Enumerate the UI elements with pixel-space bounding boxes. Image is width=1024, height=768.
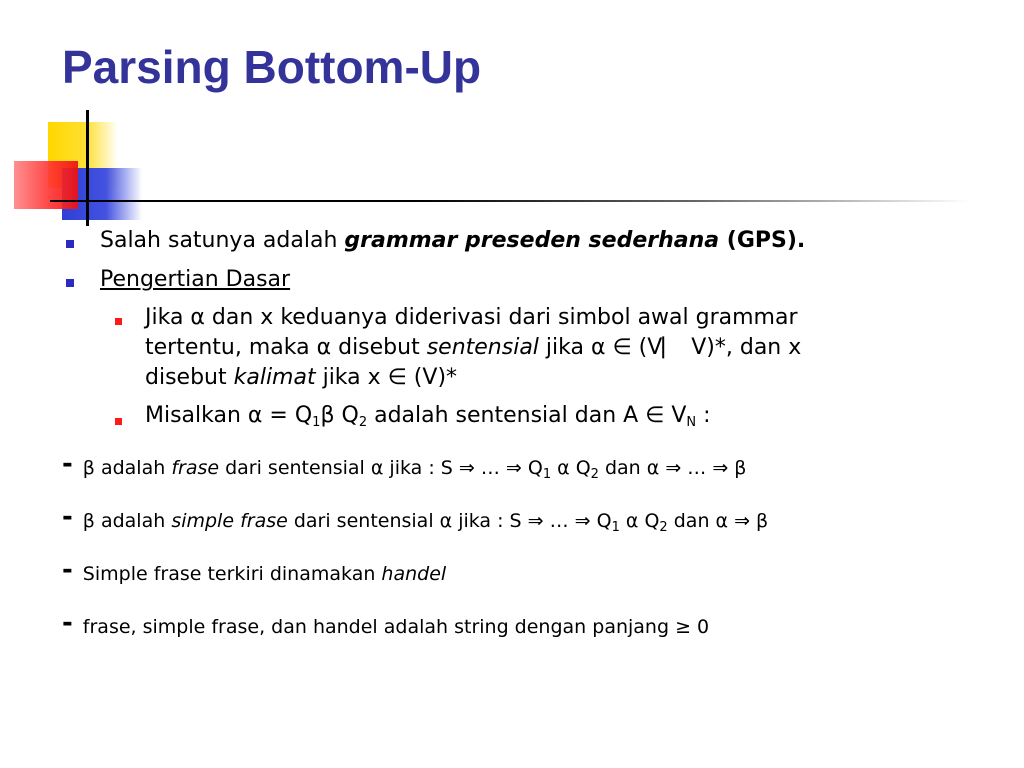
dash-item-panjang: - frase, simple frase, dan handel adalah string dengan panjang ≥ 0 (62, 608, 710, 638)
sub-bullet-derivation-line3: disebut kalimat jika x ∈ (V)* (145, 365, 458, 390)
sub-bullet-misalkan: Misalkan $\alpha = Q_1\beta$ $Q_2$ adalah sentensial dan A ∈ $V_N$ : (145, 403, 711, 430)
dash-item-simple-frase: - β adalah simple frase dari sentensial α jika : S ⇒ … ⇒ $Q_1$ α $Q_2$ dan α ⇒ β (62, 502, 769, 535)
bullet-square-icon (66, 279, 74, 287)
yellow-square (48, 122, 118, 188)
bullet-square-icon (115, 318, 122, 325)
bullet-pengertian-dasar: Pengertian Dasar (100, 267, 291, 292)
dash-item-frase: - β adalah frase dari sentensial α jika : S ⇒ … ⇒ $Q_1$ α $Q_2$ dan α ⇒ … ⇒ β (62, 449, 747, 482)
title-underline-rule (50, 200, 970, 202)
sub-bullet-derivation-line1: Jika α dan x keduanya diderivasi dari simbol awal grammar (145, 305, 798, 330)
sub-bullet-derivation-line2: tertentu, maka α disebut sentensial jika α ∈ (V⎸ V)*, dan x (145, 335, 802, 360)
slide-title: Parsing Bottom-Up (62, 41, 482, 93)
dash-item-handel: - Simple frase terkiri dinamakan handel (62, 555, 447, 585)
red-square (14, 161, 78, 209)
bullet-square-icon (115, 418, 122, 425)
bullet-gps: Salah satunya adalah grammar preseden sederhana (GPS). (100, 228, 806, 253)
blue-square (62, 168, 142, 220)
vertical-rule (86, 110, 89, 226)
bullet-square-icon (66, 240, 74, 248)
decorative-logo (0, 0, 1024, 240)
